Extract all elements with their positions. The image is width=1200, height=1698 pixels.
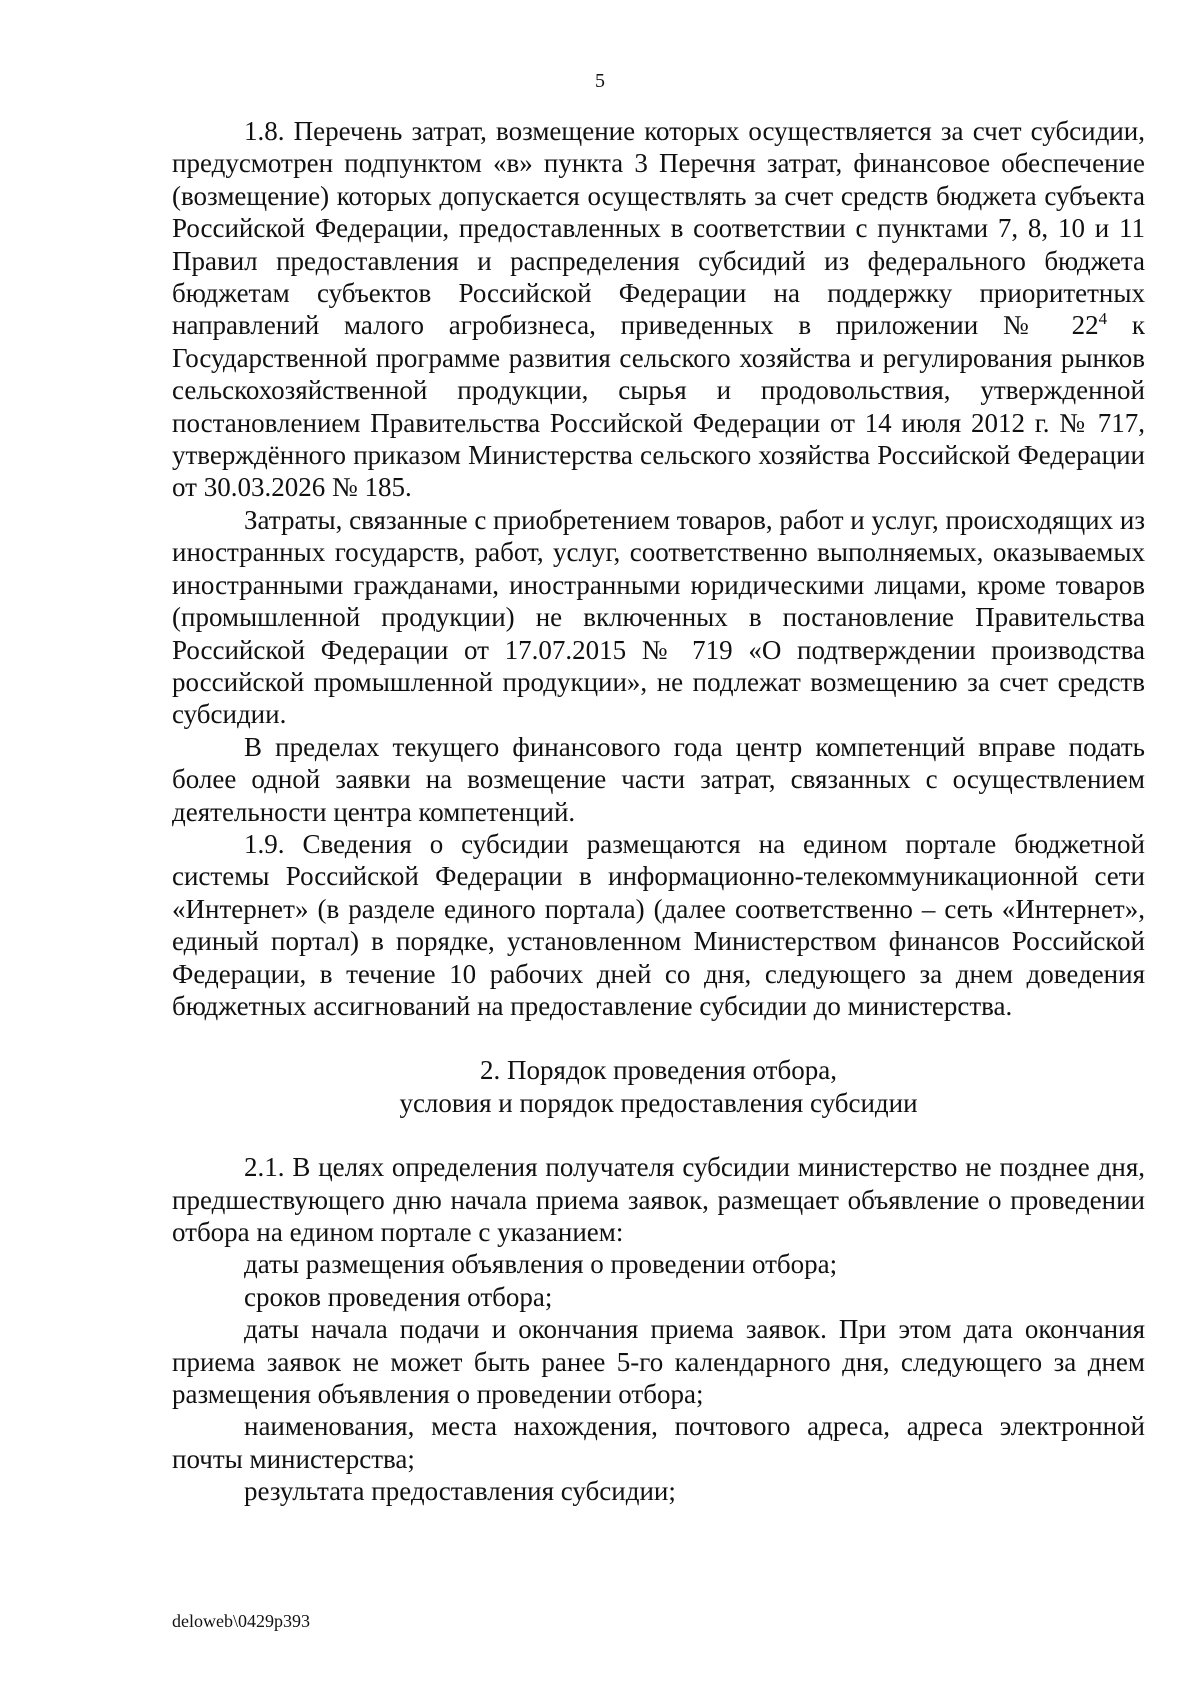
- list-item: результата предоставления субсидии;: [244, 1476, 676, 1507]
- list-item: наименования, места нахождения, почтового адреса, адреса электронной почты министерства;: [172, 1411, 1145, 1474]
- section-spacer: [172, 1022, 1145, 1054]
- paragraph-1-8-text-a: 1.8. Перечень затрат, возмещение которых осуществляется за счет субсидии, предусмотрен подпунктом «в» пункта 3 Перечня затрат, финансовое обеспечение (возмещение) которых допускается осуществлять за счет средств бюджета субъекта Российской Федерации, предоставленных в соответствии с пунктами 7, 8, 10 и 11 Правил предоставления и распределения субсидий из федерального бюджета бюджетам субъектов Российской Федерации на поддержку приоритетных направлений малого агробизнеса, приведенных в приложении № 22: [172, 116, 1145, 341]
- document-body: [172, 115, 1145, 1508]
- paragraph-1-9: 1.9. Сведения о субсидии размещаются на едином портале бюджетной системы Российской Федерации в информационно-телекоммуникационной сети «Интернет» (в разделе единого портала) (далее соответственно – сеть «Интернет», единый портал) в порядке, установленном Министерством финансов Российской Федерации, в течение 10 рабочих дней со дня, следующего за днем доведения бюджетных ассигнований на предоставление субсидии до министерства.: [172, 828, 1145, 1021]
- list-item: даты размещения объявления о проведении отбора;: [244, 1249, 838, 1280]
- footnote-ref: 4: [1098, 309, 1108, 329]
- section-spacer: [172, 1119, 1145, 1151]
- list-item: даты начала подачи и окончания приема заявок. При этом дата окончания приема заявок не может быть ранее 5-го календарного дня, следующего за днем размещения объявления о проведении отбора;: [172, 1314, 1145, 1410]
- page-number: 5: [595, 70, 605, 92]
- paragraph-1-8: [172, 115, 1145, 504]
- section-2-heading-line-2: условия и порядок предоставления субсидии: [399, 1087, 918, 1118]
- paragraph-1-8-text-b: к Государственной программе развития сельского хозяйства и регулирования рынков сельскохозяйственной продукции, сырья и продовольствия, утвержденной постановлением Правительства Российской Федерации от 14 июля 2012 г. № 717, утверждённого приказом Министерства сельского хозяйства Российской Федерации от 30.03.2026 № 185.: [172, 310, 1145, 503]
- section-2-heading-line-1: 2. Порядок проведения отбора,: [480, 1055, 837, 1086]
- paragraph-foreign-costs: Затраты, связанные с приобретением товаров, работ и услуг, происходящих из иностранных государств, работ, услуг, соответственно выполняемых, оказываемых иностранными гражданами, иностранными юридическими лицами, кроме товаров (промышленной продукции) не включенных в постановление Правительства Российской Федерации от 17.07.2015 № 719 «О подтверждении производства российской промышленной продукции», не подлежат возмещению за счет средств субсидии.: [172, 504, 1145, 730]
- list-item: сроков проведения отбора;: [244, 1281, 553, 1312]
- paragraph-2-1: 2.1. В целях определения получателя субсидии министерство не позднее дня, предшествующего дню начала приема заявок, размещает объявление о проведении отбора на едином портале с указанием:: [172, 1152, 1145, 1247]
- paragraph-application-limit: В пределах текущего финансового года центр компетенций вправе подать более одной заявки на возмещение части затрат, связанных с осуществлением деятельности центра компетенций.: [172, 731, 1145, 827]
- document-footer-code: deloweb\0429p393: [172, 1611, 310, 1631]
